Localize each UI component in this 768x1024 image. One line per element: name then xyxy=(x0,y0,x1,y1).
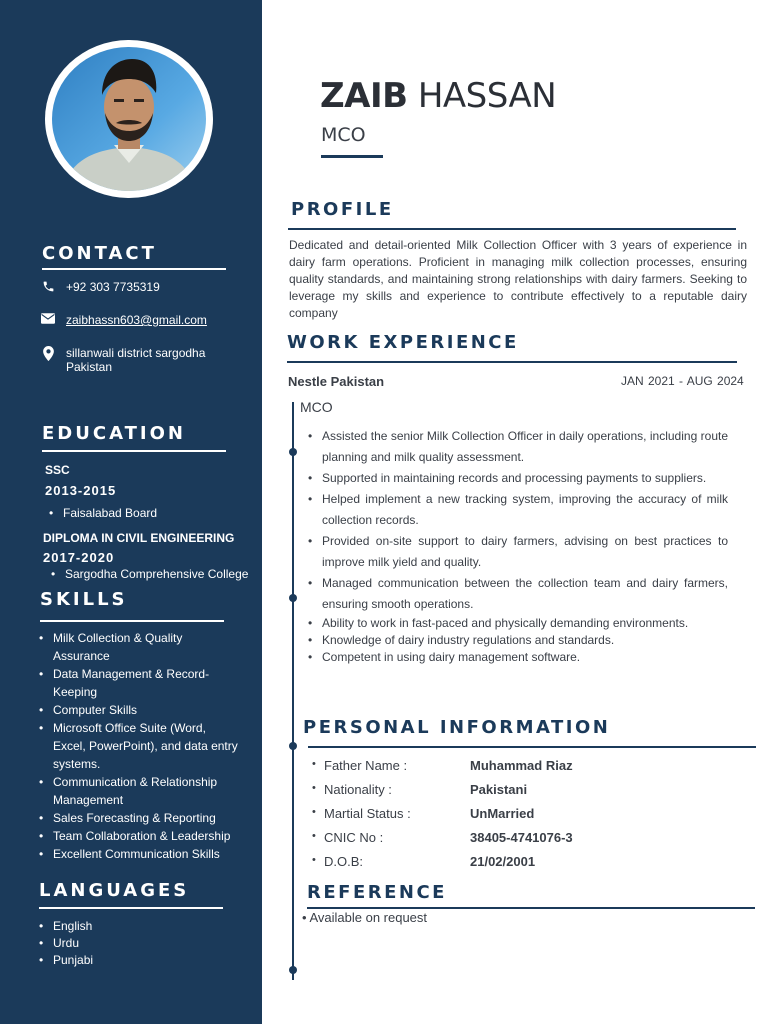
skills-list xyxy=(39,629,239,863)
contact-phone xyxy=(40,280,160,294)
languages-heading: LANGUAGES xyxy=(39,880,190,901)
profile-photo xyxy=(52,47,206,191)
sidebar xyxy=(0,0,262,1024)
language-item: • English xyxy=(39,918,93,935)
education-degree: SSC xyxy=(45,463,70,477)
first-name: ZAIB xyxy=(320,76,408,116)
info-label: Martial Status : xyxy=(324,806,411,821)
job-title: MCO xyxy=(321,124,366,146)
work-experience-divider xyxy=(287,361,737,363)
title-underline xyxy=(321,155,383,158)
education-degree: DIPLOMA IN CIVIL ENGINEERING xyxy=(43,531,235,545)
work-duties-list xyxy=(308,426,728,666)
profile-summary: Dedicated and detail-oriented Milk Collection Officer with 3 years of experience in dairy farm operations. Proficient in managing milk collection processes, ensuring quality standards, and maintaining strong relationships with dairy farmers. Seeking to leverage my skills and experience to contribute effectively to a reputable dairy company xyxy=(289,238,747,320)
contact-email xyxy=(40,313,207,327)
employment-dates: JAN 2021 - AUG 2024 xyxy=(621,374,744,388)
info-value: 21/02/2001 xyxy=(470,854,536,869)
skill-item: • Team Collaboration & Leadership xyxy=(39,827,239,845)
skill-item: • Computer Skills xyxy=(39,701,239,719)
language-item: • Punjabi xyxy=(39,952,93,969)
personal-info-divider xyxy=(308,746,756,748)
email-link[interactable]: zaibhassn603@gmail.com xyxy=(66,313,207,327)
duty-item: • Ability to work in fast-paced and physically demanding environments. xyxy=(308,615,728,632)
skill-item: • Milk Collection & Quality Assurance xyxy=(39,629,239,665)
education-institution-list xyxy=(51,565,248,583)
timeline-line xyxy=(292,402,294,980)
education-divider xyxy=(42,450,226,452)
duty-item: • Supported in maintaining records and processing payments to suppliers. xyxy=(308,468,728,489)
education-heading: EDUCATION xyxy=(42,423,186,444)
profile-divider xyxy=(288,228,736,230)
email-icon xyxy=(40,313,56,324)
duty-item: • Provided on-site support to dairy farmers, advising on best practices to improve milk yield and quality. xyxy=(308,531,728,573)
reference-value: Available on request xyxy=(309,910,428,925)
info-label: Father Name : xyxy=(324,758,408,773)
education-item-ssc xyxy=(45,463,157,522)
info-value: 38405-4741076-3 xyxy=(470,830,573,845)
education-item-diploma xyxy=(43,531,248,583)
personal-info-heading: PERSONAL INFORMATION xyxy=(303,717,611,738)
skill-item: • Communication & Relationship Management xyxy=(39,773,239,809)
education-years: 2013-2015 xyxy=(45,483,117,498)
info-value: UnMarried xyxy=(470,806,535,821)
info-label: CNIC No : xyxy=(324,830,384,845)
duty-item: • Managed communication between the collection team and dairy farmers, ensuring smooth operations. xyxy=(308,573,728,615)
contact-divider xyxy=(42,268,226,270)
location-icon xyxy=(40,346,56,361)
info-value: Muhammad Riaz xyxy=(470,758,573,773)
info-value: Pakistani xyxy=(470,782,528,797)
info-label: Nationality : xyxy=(324,782,392,797)
duty-item: • Competent in using dairy management software. xyxy=(308,649,728,666)
address-text xyxy=(66,346,205,374)
address-line-2: Pakistan xyxy=(66,360,113,374)
skills-heading: SKILLS xyxy=(40,589,128,610)
skill-item: • Data Management & Record-Keeping xyxy=(39,665,239,701)
contact-heading: CONTACT xyxy=(42,243,157,264)
skills-divider xyxy=(40,620,224,622)
profile-heading: PROFILE xyxy=(291,199,394,220)
address-line-1: sillanwali district sargodha xyxy=(66,346,206,360)
company-name: Nestle Pakistan xyxy=(288,374,385,389)
duty-item: • Helped implement a new tracking system, improving the accuracy of milk collection records. xyxy=(308,489,728,531)
phone-text: +92 303 7735319 xyxy=(66,280,160,294)
reference-text: • Available on request xyxy=(302,910,428,925)
duty-item: • Assisted the senior Milk Collection Officer in daily operations, including route planning and milk quality assessment. xyxy=(308,426,728,468)
profile-photo-illustration xyxy=(52,47,206,191)
skill-item: • Sales Forecasting & Reporting xyxy=(39,809,239,827)
skill-item: • Microsoft Office Suite (Word, Excel, PowerPoint), and data entry systems. xyxy=(39,719,239,773)
contact-address xyxy=(40,346,205,374)
language-item: • Urdu xyxy=(39,935,93,952)
timeline-dot xyxy=(289,594,297,602)
info-label: D.O.B: xyxy=(324,854,364,869)
education-institution: • Sargodha Comprehensive College xyxy=(51,565,248,583)
candidate-name xyxy=(320,76,556,116)
languages-list xyxy=(39,918,93,969)
work-experience-heading: WORK EXPERIENCE xyxy=(287,332,519,353)
education-years: 2017-2020 xyxy=(43,550,115,565)
skill-item: • Excellent Communication Skills xyxy=(39,845,239,863)
reference-heading: REFERENCE xyxy=(307,882,447,903)
duty-item: • Knowledge of dairy industry regulations and standards. xyxy=(308,632,728,649)
languages-divider xyxy=(39,907,223,909)
role-title: MCO xyxy=(300,399,333,415)
last-name: HASSAN xyxy=(417,76,557,116)
education-institution: • Faisalabad Board xyxy=(49,504,157,522)
education-institution-list xyxy=(49,504,157,522)
timeline-dot xyxy=(289,966,297,974)
reference-divider xyxy=(307,907,755,909)
timeline-dot xyxy=(289,448,297,456)
phone-icon xyxy=(40,280,56,293)
timeline-dot xyxy=(289,742,297,750)
